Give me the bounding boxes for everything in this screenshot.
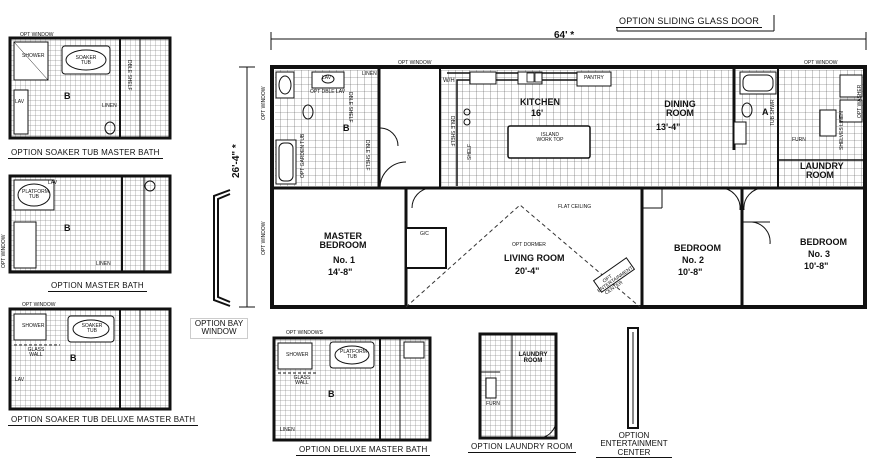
opt-window-label: OPT WINDOW: [1, 234, 7, 268]
opt-window-label: OPT WINDOW: [261, 221, 267, 255]
lav-label: LAV: [48, 180, 58, 186]
opt-washer-label: OPT WASHER: [857, 84, 863, 118]
option-laundry-room-plan: [480, 334, 556, 438]
opt-window-label: OPT WINDOW: [398, 60, 432, 66]
laundry-room-label: LAUNDRY ROOM: [518, 352, 548, 365]
master-bedroom-label: MASTER BEDROOM: [319, 231, 367, 251]
opt-window-label: OPT WINDOW: [261, 86, 267, 120]
linen-label: LINEN: [362, 71, 377, 77]
dining-room-label: DINING ROOM: [664, 99, 696, 119]
guest-closet-label: G/C: [420, 231, 429, 237]
entertainment-center-label: OPT ENTERTAINMENT CENTER: [596, 265, 635, 297]
lav-label: LAV: [15, 99, 25, 105]
kitchen-size-label: 16': [531, 108, 544, 118]
flat-ceiling-label: FLAT CEILING: [558, 204, 592, 210]
linen-label: LINEN: [280, 427, 295, 433]
furnace-label: FURN: [486, 401, 500, 407]
opt-garden-tub-label: OPT GARDEN TUB: [300, 133, 306, 178]
island-label: ISLAND WORK TOP: [536, 132, 564, 144]
shelves-linen-label: SHELVES LINEN: [839, 111, 845, 150]
lav-label: LAV: [15, 377, 25, 383]
bath-letter: B: [328, 389, 335, 399]
opt-window-label: OPT WINDOW: [20, 32, 54, 38]
opt-window-label: OPT WINDOW: [804, 60, 838, 66]
bath-b-label: B: [343, 123, 350, 133]
bath-letter: B: [64, 223, 71, 233]
shower-label: SHOWER: [286, 352, 309, 358]
option-deluxe-master-bath-caption: OPTION DELUXE MASTER BATH: [296, 444, 430, 456]
linen-label: LINEN: [102, 103, 117, 109]
sliding-glass-door-caption: OPTION SLIDING GLASS DOOR: [616, 15, 762, 28]
shower-label: SHOWER: [22, 323, 45, 329]
opt-window-label: OPT WINDOW: [22, 302, 56, 308]
bedroom-3-number: No. 3: [808, 249, 831, 259]
bath-letter: B: [64, 91, 71, 101]
bath-a-label: A: [762, 107, 769, 117]
option-laundry-room-caption: OPTION LAUNDRY ROOM: [468, 441, 576, 453]
bedroom-2-size: 10'-8": [678, 267, 703, 277]
bedroom-2-number: No. 2: [682, 255, 705, 265]
double-shelf-label: DBLE SHELF: [126, 60, 132, 91]
soaker-tub-label: SOAKER TUB: [81, 323, 103, 335]
bedroom-2-label: BEDROOM: [674, 243, 721, 253]
laundry-room-label: LAUNDRY ROOM: [800, 161, 844, 181]
living-room-size: 20'-4": [515, 266, 540, 276]
opt-dormer-label: OPT DORMER: [512, 242, 546, 248]
bedroom-3-size: 10'-8": [804, 261, 829, 271]
opt-double-lav-label: OPT DBLE LAV: [310, 89, 346, 95]
double-shelf-label: DBLE SHELF: [449, 116, 455, 147]
option-bay-window-caption: OPTION BAY WINDOW: [190, 318, 248, 339]
bath-letter: B: [70, 353, 77, 363]
option-soaker-deluxe-caption: OPTION SOAKER TUB DELUXE MASTER BATH: [8, 414, 198, 426]
pantry-label: PANTRY: [584, 75, 604, 81]
glass-wall-label: GLASS WALL: [293, 375, 311, 387]
shelf-label: SHELF: [467, 143, 473, 160]
option-master-bath-caption: OPTION MASTER BATH: [48, 280, 147, 292]
double-shelf-label: DBLE SHELF: [364, 140, 370, 171]
water-heater-label: W/H: [443, 78, 455, 84]
bedroom-3-label: BEDROOM: [800, 237, 847, 247]
option-soaker-tub-caption: OPTION SOAKER TUB MASTER BATH: [8, 147, 163, 159]
double-shelf-label: DBLE SHELF: [347, 92, 353, 123]
furnace-label: FURN: [792, 137, 806, 143]
tub-shower-label: TUB SHWR: [770, 99, 776, 126]
master-bedroom-number: No. 1: [333, 255, 356, 265]
option-entertainment-center-caption: OPTION ENTERTAINMENT CENTER: [596, 432, 672, 458]
lav-label: LAV: [322, 75, 332, 81]
soaker-tub-label: SOAKER TUB: [75, 55, 97, 67]
shower-label: SHOWER: [22, 53, 45, 59]
platform-tub-label: PLATFORM TUB: [340, 349, 367, 361]
opt-windows-label: OPT WINDOWS: [286, 330, 323, 336]
platform-tub-label: PLATFORM TUB: [22, 189, 49, 201]
option-entertainment-center-plan: [628, 328, 638, 428]
width-dimension-label: 64' *: [554, 30, 575, 41]
glass-wall-label: GLASS WALL: [27, 347, 45, 359]
linen-label: LINEN: [96, 261, 111, 267]
living-room-label: LIVING ROOM: [504, 253, 565, 263]
kitchen-label: KITCHEN: [520, 97, 560, 107]
master-bedroom-size: 14'-8": [328, 267, 353, 277]
dining-size-label: 13'-4": [656, 122, 681, 132]
depth-dimension-line: [239, 67, 255, 307]
depth-dimension-label: 26'-4" *: [231, 144, 242, 178]
option-bay-window-plan: [214, 190, 230, 306]
